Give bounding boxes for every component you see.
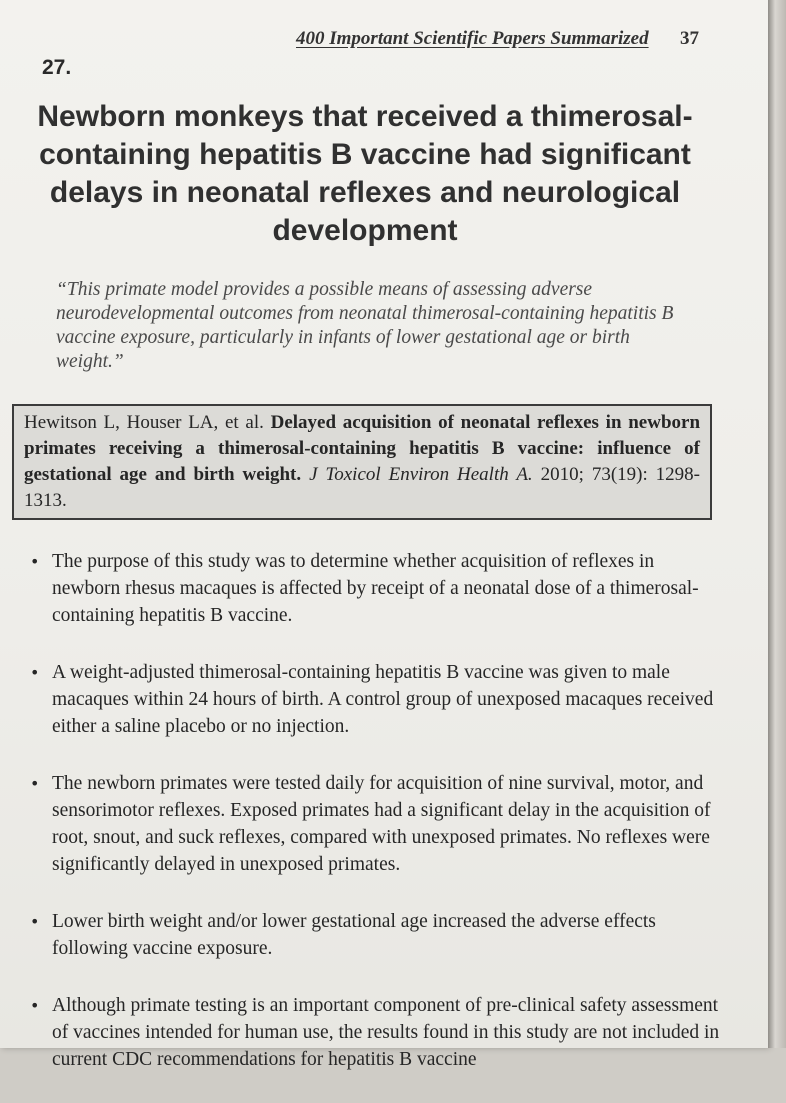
summary-bullets xyxy=(26,548,726,1103)
citation-details: 2010; 73(19): 1298-1313. xyxy=(24,464,700,511)
entry-number: 27. xyxy=(42,56,72,79)
running-head: 400 Important Scientific Papers Summarized xyxy=(296,28,649,49)
bullet-marker: • xyxy=(30,774,40,793)
bullet-marker: • xyxy=(30,996,40,1015)
citation-box xyxy=(12,404,712,520)
bullet-marker: • xyxy=(30,912,40,931)
entry-title: Newborn monkeys that received a thimerosal-containing hepatitis B vaccine had significant delays in neonatal reflexes and neurological development xyxy=(37,100,693,247)
list-item xyxy=(26,908,726,962)
book-gutter xyxy=(768,0,786,1048)
bullet-text: Lower birth weight and/or lower gestational age increased the adverse effects following vaccine exposure. xyxy=(52,911,656,959)
list-item xyxy=(26,770,726,878)
bullet-text: A weight-adjusted thimerosal-containing hepatitis B vaccine was given to male macaques within 24 hours of birth. A control group of unexposed macaques received either a saline placebo or no injection. xyxy=(52,662,714,737)
bullet-text: Although primate testing is an important component of pre-clinical safety assessment of vaccines intended for human use, the results found in this study are not included in current CDC recommendations for hepatitis B vaccine xyxy=(52,995,720,1070)
bullet-text: The newborn primates were tested daily for acquisition of nine survival, motor, and sensorimotor reflexes. Exposed primates had a significant delay in the acquisition of root, snout, and suck reflexes, compared with unexposed primates. No reflexes were significantly delayed in unexposed primates. xyxy=(52,773,711,875)
page-number: 37 xyxy=(680,28,699,49)
citation-authors: Hewitson L, Houser LA, et al. xyxy=(24,412,264,433)
list-item xyxy=(26,659,726,740)
citation-article-title: Delayed acquisition of neonatal reflexes in newborn primates receiving a thimerosal-containing hepatitis B vaccine: influence of gestational age and birth weight. xyxy=(24,412,701,485)
bullet-text: The purpose of this study was to determine whether acquisition of reflexes in newborn rhesus macaques is affected by receipt of a neonatal dose of a thimerosal-containing hepatitis B vaccine. xyxy=(52,551,699,626)
citation-journal: J Toxicol Environ Health A. xyxy=(309,464,533,485)
bullet-marker: • xyxy=(30,663,40,682)
pull-quote: “This primate model provides a possible means of assessing adverse neurodevelopmental outcomes from neonatal thimerosal-containing hepatitis B vaccine exposure, particularly in infants of lower gestational age or birth weight.” xyxy=(56,279,674,372)
bullet-marker: • xyxy=(30,552,40,571)
list-item xyxy=(26,992,726,1073)
list-item xyxy=(26,548,726,629)
